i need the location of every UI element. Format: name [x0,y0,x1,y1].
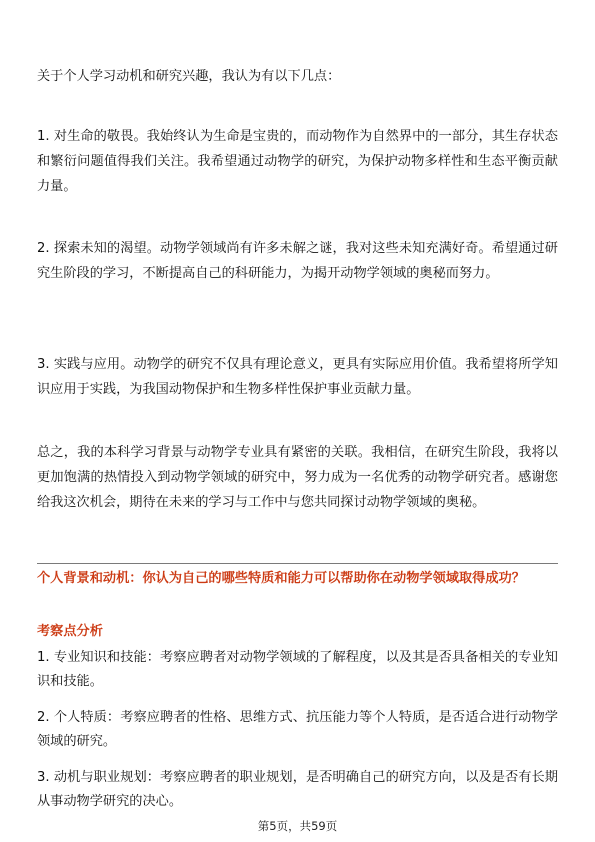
section-divider [37,563,558,564]
intro-paragraph: 关于个人学习动机和研究兴趣，我认为有以下几点： [37,69,341,84]
conclusion-paragraph: 总之，我的本科学习背景与动物学专业具有紧密的关联。我相信，在研究生阶段，我将以更加饱满的热情投入到动物学领域的研究中，努力成为一名优秀的动物学研究者。感谢您给我这次机会，期待在未来的学习与工作中与您共同探讨动物学领域的奥秘。 [37,445,558,510]
point-3-paragraph: 3. 实践与应用。动物学的研究不仅具有理论意义，更具有实际应用价值。我希望将所学知识应用于实践，为我国动物保护和生物多样性保护事业贡献力量。 [37,357,558,397]
analysis-item-2: 2. 个人特质：考察应聘者的性格、思维方式、抗压能力等个人特质，是否适合进行动物学领域的研究。 [37,710,558,749]
analysis-item-1: 1. 专业知识和技能：考察应聘者对动物学领域的了解程度，以及其是否具备相关的专业知识和技能。 [37,650,558,689]
question-title: 个人背景和动机：你认为自己的哪些特质和能力可以帮助你在动物学领域取得成功？ [37,571,525,586]
point-2-paragraph: 2. 探索未知的渴望。动物学领域尚有许多未解之谜，我对这些未知充满好奇。希望通过研究生阶段的学习，不断提高自己的科研能力，为揭开动物学领域的奥秘而努力。 [37,241,558,281]
analysis-heading: 考察点分析 [37,624,103,639]
page-indicator: 第5页，共59页 [257,819,338,833]
analysis-item-3: 3. 动机与职业规划：考察应聘者的职业规划，是否明确自己的研究方向，以及是否有长期从事动物学研究的决心。 [37,770,558,809]
point-1-paragraph: 1. 对生命的敬畏。我始终认为生命是宝贵的，而动物作为自然界中的一部分，其生存状态和繁衍问题值得我们关注。我希望通过动物学的研究，为保护动物多样性和生态平衡贡献力量。 [37,129,558,194]
